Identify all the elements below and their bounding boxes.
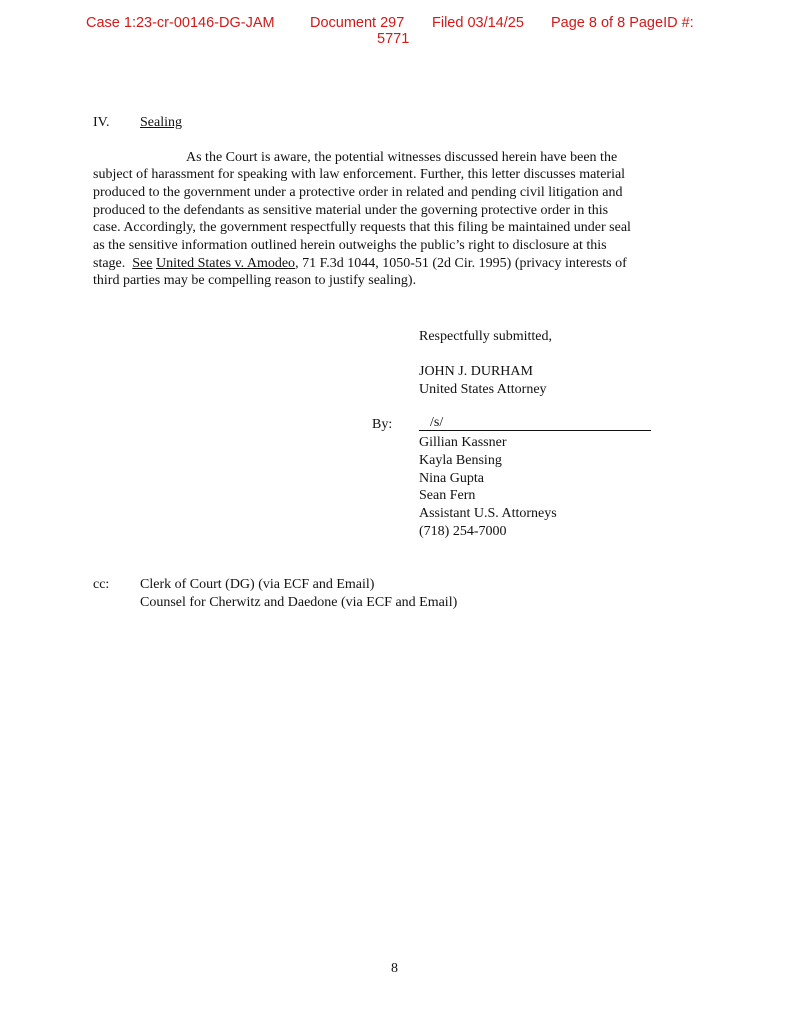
signer-role: Assistant U.S. Attorneys	[419, 506, 557, 521]
body-line-1: As the Court is aware, the potential witnesses discussed herein have been the	[186, 150, 618, 165]
body-line-8: third parties may be compelling reason to justify sealing).	[93, 273, 417, 288]
citation-signal: See	[132, 256, 153, 271]
body-line-2: subject of harassment for speaking with law enforcement. Further, this letter discusses material	[93, 167, 626, 182]
signer: Nina Gupta	[419, 471, 484, 486]
body-line-7-text-a: stage.	[93, 256, 133, 271]
cc-line-1: Clerk of Court (DG) (via ECF and Email)	[140, 577, 375, 592]
page-id: 5771	[377, 31, 410, 47]
signature-line	[419, 430, 651, 431]
cc-line-2: Counsel for Cherwitz and Daedone (via ECF and Email)	[140, 595, 458, 610]
phone-number: (718) 254-7000	[419, 524, 507, 539]
body-line-6: as the sensitive information outlined herein outweighs the public’s right to disclosure at this	[93, 238, 607, 253]
closing: Respectfully submitted,	[419, 329, 552, 344]
page-number: 8	[391, 961, 398, 976]
by-label: By:	[372, 417, 393, 432]
signer: Sean Fern	[419, 488, 476, 503]
case-number: Case 1:23-cr-00146-DG-JAM	[86, 15, 275, 31]
signer: Kayla Bensing	[419, 453, 502, 468]
document-number: Document 297	[310, 15, 405, 31]
case-citation: United States v. Amodeo	[155, 256, 296, 271]
body-line-4: produced to the defendants as sensitive material under the governing protective order in this	[93, 203, 609, 218]
body-line-5: case. Accordingly, the government respectfully requests that this filing be maintained under seal	[93, 220, 631, 235]
page-info: Page 8 of 8 PageID #:	[551, 15, 694, 31]
signer: Gillian Kassner	[419, 435, 507, 450]
attorney-title: United States Attorney	[419, 382, 547, 397]
filed-date: Filed 03/14/25	[432, 15, 524, 31]
attorney-name: JOHN J. DURHAM	[419, 364, 533, 379]
signature-mark: /s/	[430, 415, 444, 430]
body-line-7	[93, 255, 627, 273]
cc-label: cc:	[93, 577, 110, 592]
body-line-3: produced to the government under a protective order in related and pending civil litigation and	[93, 185, 623, 200]
section-title: Sealing	[140, 115, 182, 130]
body-line-7-text-c: , 71 F.3d 1044, 1050-51 (2d Cir. 1995) (privacy interests of	[295, 256, 627, 271]
section-number: IV.	[93, 115, 110, 130]
